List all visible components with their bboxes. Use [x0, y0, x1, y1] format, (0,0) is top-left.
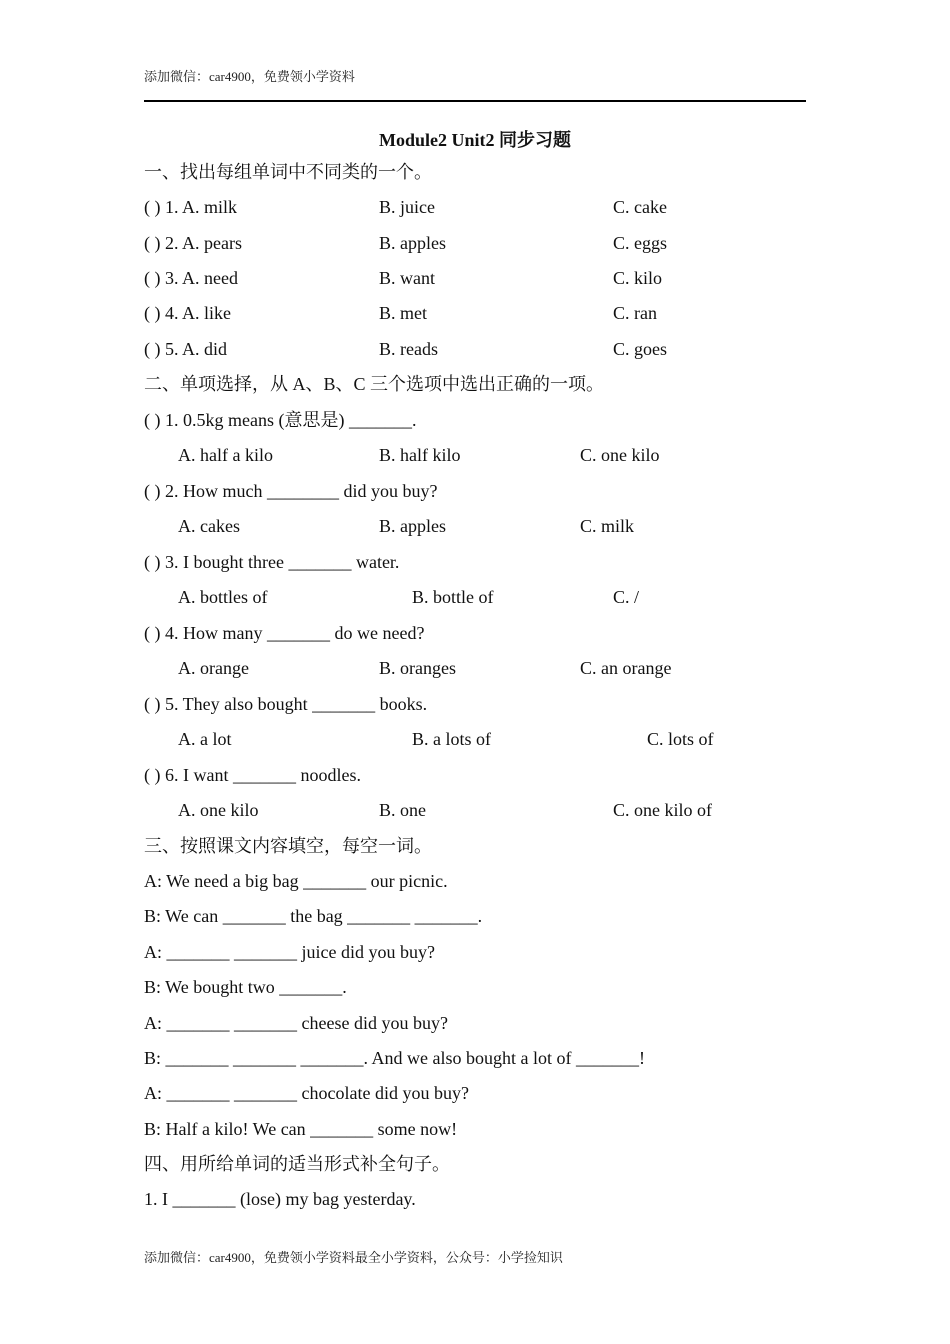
s1-q2-option-b: B. apples	[379, 233, 446, 253]
header-divider	[144, 100, 806, 102]
s2-q6-stem: ( ) 6. I want _______ noodles.	[144, 765, 361, 785]
s2-q2-stem: ( ) 2. How much ________ did you buy?	[144, 481, 438, 501]
s1-q1-option-b: B. juice	[379, 197, 435, 217]
s1-q2-option-c: C. eggs	[613, 233, 667, 253]
s2-q3-option-a: A. bottles of	[178, 587, 268, 607]
s2-q1-option-c: C. one kilo	[580, 445, 660, 465]
section-4-heading: 四、用所给单词的适当形式补全句子。	[144, 1154, 450, 1174]
s1-q3-option-c: C. kilo	[613, 268, 663, 288]
s2-q2-option-b: B. apples	[379, 516, 446, 536]
dialogue-line: B: We can _______ the bag _______ _______.	[144, 906, 483, 926]
s1-q2-stem: ( ) 2. A. pears	[144, 233, 242, 253]
s2-q4-option-a: A. orange	[178, 658, 249, 678]
s2-q3-option-c: C. /	[613, 587, 640, 607]
s2-q2-option-c: C. milk	[580, 516, 635, 536]
s2-q5-option-c: C. lots of	[647, 729, 714, 749]
dialogue-line: B: _______ _______ _______. And we also bought a lot of _______!	[144, 1048, 645, 1068]
dialogue-line: A: _______ _______ cheese did you buy?	[144, 1013, 448, 1033]
s1-q4-option-c: C. ran	[613, 303, 657, 323]
dialogue-line: A: We need a big bag _______ our picnic.	[144, 871, 448, 891]
s1-q1-option-c: C. cake	[613, 197, 667, 217]
dialogue-line: B: We bought two _______.	[144, 977, 347, 997]
s1-q4-option-b: B. met	[379, 303, 427, 323]
s2-q5-stem: ( ) 5. They also bought _______ books.	[144, 694, 428, 714]
s2-q5-option-a: A. a lot	[178, 729, 232, 749]
s1-q3-option-b: B. want	[379, 268, 435, 288]
s2-q1-option-b: B. half kilo	[379, 445, 461, 465]
s2-q6-option-a: A. one kilo	[178, 800, 259, 820]
s2-q1-stem: ( ) 1. 0.5kg means (意思是) _______.	[144, 410, 417, 430]
page-title: Module2 Unit2 同步习题	[378, 130, 571, 150]
s2-q2-option-a: A. cakes	[178, 516, 240, 536]
dialogue-line: A: _______ _______ juice did you buy?	[144, 942, 435, 962]
s1-q5-option-b: B. reads	[379, 339, 438, 359]
footer-note: 添加微信：car4900，免费领小学资料最全小学资料，公众号：小学捡知识	[144, 1250, 563, 1265]
s1-q5-option-c: C. goes	[613, 339, 667, 359]
s2-q6-option-b: B. one	[379, 800, 426, 820]
s2-q5-option-b: B. a lots of	[412, 729, 491, 749]
s2-q3-stem: ( ) 3. I bought three _______ water.	[144, 552, 400, 572]
s4-q1: 1. I _______ (lose) my bag yesterday.	[144, 1189, 416, 1209]
s2-q1-option-a: A. half a kilo	[178, 445, 273, 465]
dialogue-line: B: Half a kilo! We can _______ some now!	[144, 1119, 458, 1139]
s1-q5-stem: ( ) 5. A. did	[144, 339, 227, 359]
s2-q4-option-c: C. an orange	[580, 658, 672, 678]
s2-q6-option-c: C. one kilo of	[613, 800, 712, 820]
dialogue-line: A: _______ _______ chocolate did you buy?	[144, 1083, 469, 1103]
section-2-heading: 二、单项选择，从 A、B、C 三个选项中选出正确的一项。	[144, 374, 605, 394]
header-note: 添加微信：car4900，免费领小学资料	[144, 69, 355, 84]
s2-q4-stem: ( ) 4. How many _______ do we need?	[144, 623, 425, 643]
s1-q4-stem: ( ) 4. A. like	[144, 303, 231, 323]
section-3-heading: 三、按照课文内容填空，每空一词。	[144, 836, 432, 856]
section-1-heading: 一、找出每组单词中不同类的一个。	[144, 162, 432, 182]
s2-q3-option-b: B. bottle of	[412, 587, 494, 607]
s2-q4-option-b: B. oranges	[379, 658, 456, 678]
s1-q1-stem: ( ) 1. A. milk	[144, 197, 237, 217]
s1-q3-stem: ( ) 3. A. need	[144, 268, 238, 288]
